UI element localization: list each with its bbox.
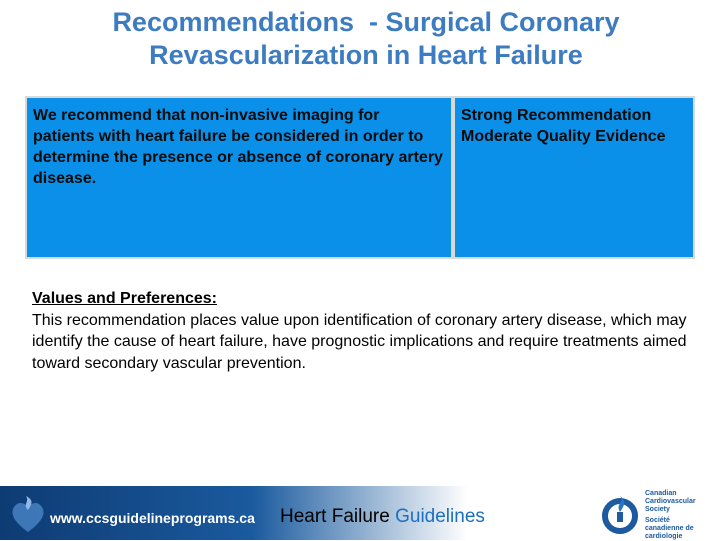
society-en-1: Canadian — [645, 490, 677, 497]
society-en-3: Society — [645, 506, 670, 513]
society-fr-1: Société — [645, 517, 670, 524]
heart-logo-icon — [8, 492, 48, 538]
recommendation-quality: Moderate Quality Evidence — [461, 128, 666, 145]
title-line-2: Revascularization in Heart Failure — [149, 40, 583, 70]
recommendation-text-cell — [27, 98, 451, 257]
society-fr-3: cardiologie — [645, 533, 683, 540]
title-line-1: Recommendations - Surgical Coronary — [112, 7, 620, 37]
values-and-preferences — [32, 288, 702, 374]
footer-url-link[interactable]: www.ccsguidelineprograms.ca — [50, 510, 255, 526]
footer-brand-part1: Heart Failure — [280, 506, 390, 527]
footer-bar — [0, 486, 720, 540]
footer-brand-part2: Guidelines — [395, 506, 485, 527]
slide-title — [0, 6, 720, 72]
footer-brand — [280, 506, 485, 528]
society-name — [645, 490, 717, 541]
society-en-2: Cardiovascular — [645, 498, 696, 505]
recommendation-grade-cell — [455, 98, 693, 257]
recommendation-strength: Strong Recommendation — [461, 107, 652, 124]
recommendation-table — [25, 96, 695, 259]
recommendation-text: We recommend that non-invasive imaging for patients with heart failure be considered in order to determine the presence or absence of coronary artery disease. — [33, 107, 443, 187]
society-fr-2: canadienne de — [645, 525, 694, 532]
values-heading: Values and Preferences: — [32, 290, 217, 307]
values-text: This recommendation places value upon identification of coronary artery disease, which may identify the cause of heart failure, have prognostic implications and require treatments aimed toward secondary vascular prevention. — [32, 311, 687, 372]
ccs-logo-icon — [600, 492, 640, 536]
